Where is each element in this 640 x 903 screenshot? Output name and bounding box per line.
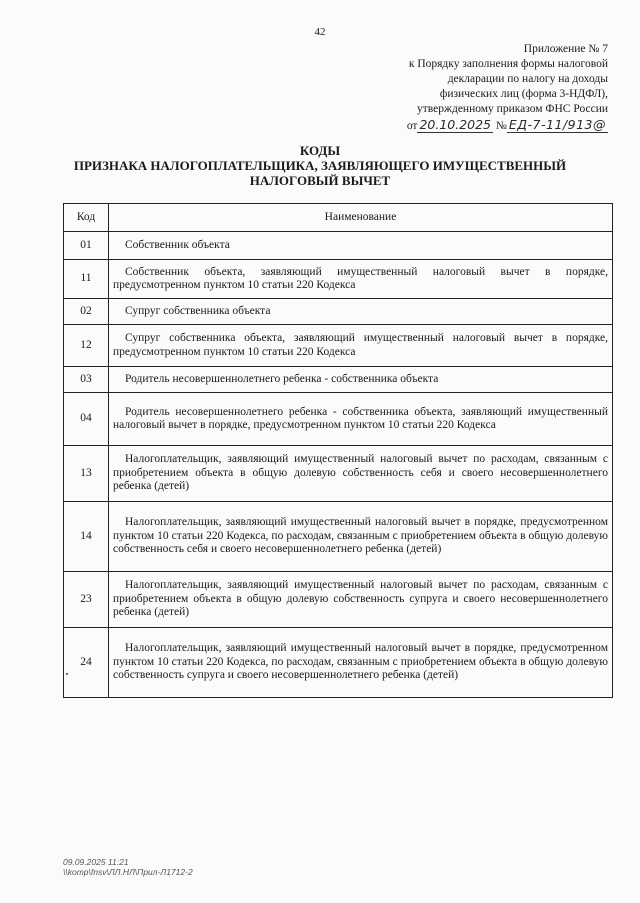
row-code: 04	[64, 393, 109, 446]
order-reference	[308, 117, 608, 134]
row-code: 24	[64, 628, 109, 698]
row-code: 13	[64, 446, 109, 502]
row-code: 02	[64, 299, 109, 325]
title-line-2: ПРИЗНАКА НАЛОГОПЛАТЕЛЬЩИКА, ЗАЯВЛЯЮЩЕГО ИМУЩЕСТВЕННЫЙ	[73, 158, 567, 173]
appendix-line-4: физических лиц (форма 3-НДФЛ),	[439, 88, 608, 100]
from-prefix: от	[406, 120, 418, 132]
row-name: Налогоплательщик, заявляющий имущественный налоговый вычет в порядке, предусмотренном пунктом 10 статьи 220 Кодекса, по расходам, связанным с приобретением объекта в общую долевую собственность супруга и своего несовершеннолетнего ребенка (детей)	[109, 628, 613, 698]
footer-timestamp: 09.09.2025 11:21	[63, 857, 129, 867]
scan-speck	[66, 673, 68, 675]
row-name: Родитель несовершеннолетнего ребенка - собственника объекта	[109, 367, 613, 393]
table-row	[64, 260, 613, 299]
row-name: Собственник объекта	[109, 232, 613, 260]
row-name: Собственник объекта, заявляющий имущественный налоговый вычет в порядке, предусмотренном пунктом 10 статьи 220 Кодекса	[109, 260, 613, 299]
appendix-line-3: декларации по налогу на доходы	[447, 73, 608, 85]
row-code: 23	[64, 572, 109, 628]
appendix-line-5: утвержденному приказом ФНС России	[417, 103, 608, 115]
row-code: 03	[64, 367, 109, 393]
table-row	[64, 446, 613, 502]
appendix-line-2: к Порядку заполнения формы налоговой	[408, 58, 608, 70]
row-name: Налогоплательщик, заявляющий имущественный налоговый вычет по расходам, связанным с приобретением объекта в общую долевую собственность супруга и своего несовершеннолетнего ребенка (детей)	[109, 572, 613, 628]
header-name: Наименование	[109, 204, 613, 232]
row-name: Родитель несовершеннолетнего ребенка - собственника объекта, заявляющий имущественный налоговый вычет в порядке, предусмотренном пунктом 10 статьи 220 Кодекса	[109, 393, 613, 446]
file-footer	[63, 857, 193, 877]
table-row	[64, 299, 613, 325]
number-prefix: №	[495, 120, 507, 132]
row-code: 12	[64, 325, 109, 367]
table-row	[64, 393, 613, 446]
handwritten-date: 20.10.2025	[419, 117, 492, 132]
row-code: 01	[64, 232, 109, 260]
handwritten-order-number: ЕД-7-11/913@	[508, 117, 606, 132]
row-name: Супруг собственника объекта, заявляющий имущественный налоговый вычет в порядке, предусмотренном пунктом 10 статьи 220 Кодекса	[109, 325, 613, 367]
row-name: Налогоплательщик, заявляющий имущественный налоговый вычет по расходам, связанным с приобретением объекта в общую долевую собственность себя и своего несовершеннолетнего ребенка (детей)	[109, 446, 613, 502]
appendix-line-1: Приложение № 7	[523, 43, 608, 55]
row-name: Налогоплательщик, заявляющий имущественный налоговый вычет в порядке, предусмотренном пунктом 10 статьи 220 Кодекса, по расходам, связанным с приобретением объекта в общую долевую собственность себя и своего несовершеннолетнего ребенка (детей)	[109, 502, 613, 572]
table-row	[64, 367, 613, 393]
title-line-1: КОДЫ	[299, 143, 341, 158]
table-header-row	[64, 204, 613, 232]
table-row	[64, 325, 613, 367]
header-code: Код	[64, 204, 109, 232]
table-row	[64, 232, 613, 260]
row-code: 11	[64, 260, 109, 299]
row-code: 14	[64, 502, 109, 572]
row-name: Супруг собственника объекта	[109, 299, 613, 325]
footer-file-path: \\komp\fnsv\ЛЛ.НЛ\Прил-Л1712-2	[63, 867, 193, 877]
appendix-header	[308, 42, 608, 134]
codes-table	[63, 203, 613, 698]
table-row	[64, 502, 613, 572]
title-line-3: НАЛОГОВЫЙ ВЫЧЕТ	[249, 173, 391, 188]
page-number: 42	[314, 26, 326, 38]
table-row	[64, 628, 613, 698]
table-row	[64, 572, 613, 628]
document-title	[0, 143, 640, 188]
